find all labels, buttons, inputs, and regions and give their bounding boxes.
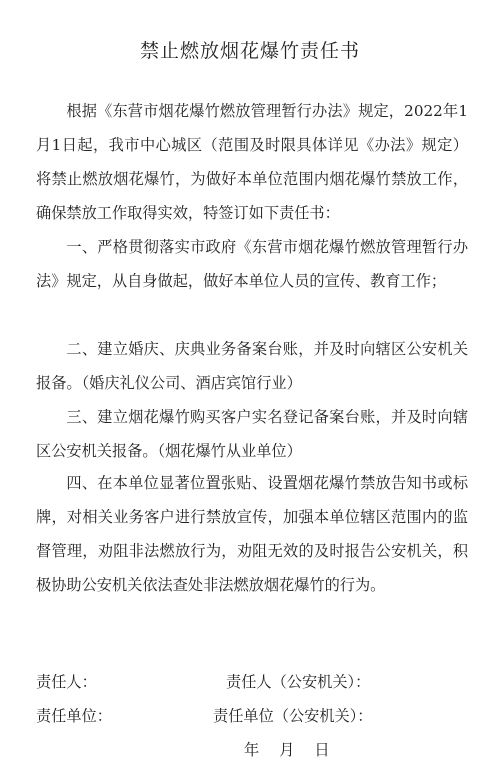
paragraph-clause-3: 三、建立烟花爆竹购买客户实名登记备案台账，并及时向辖区公安机关报备。（烟花爆竹从业单位） [36, 408, 468, 460]
paragraph-intro: 根据《东营市烟花爆竹燃放管理暂行办法》规定，2022年1月1日起，我市中心城区（范围及时限具体详见《办法》规定）将禁止燃放烟花爆竹，为做好本单位范围内烟花爆竹禁放工作，确保禁放工作取得实效，特签订如下责任书： [36, 102, 468, 222]
paragraph-clause-1: 一、严格贯彻落实市政府《东营市烟花爆竹燃放管理暂行办法》规定，从自身做起，做好本单位人员的宣传、教育工作； [36, 238, 468, 290]
paragraph-clause-4: 四、在本单位显著位置张贴、设置烟花爆竹禁放告知书或标牌，对相关业务客户进行禁放宣传，加强本单位辖区范围内的监督管理，劝阻非法燃放行为，劝阻无效的及时报告公安机关，积极协助公安机关依法查处非法燃放烟花爆竹的行为。 [36, 474, 468, 594]
document-title: 禁止燃放烟花爆竹责任书 [139, 40, 360, 62]
signature-responsible-person: 责任人： [36, 673, 97, 691]
signature-responsible-person-police: 责任人（公安机关）： [226, 673, 371, 691]
signature-responsible-unit-police: 责任单位（公安机关）： [213, 707, 373, 725]
signature-date: 年 月 日 [244, 741, 330, 759]
signature-responsible-unit: 责任单位： [36, 707, 112, 725]
paragraph-clause-2: 二、建立婚庆、庆典业务备案台账，并及时向辖区公安机关报备。（婚庆礼仪公司、酒店宾馆行业） [36, 340, 468, 392]
